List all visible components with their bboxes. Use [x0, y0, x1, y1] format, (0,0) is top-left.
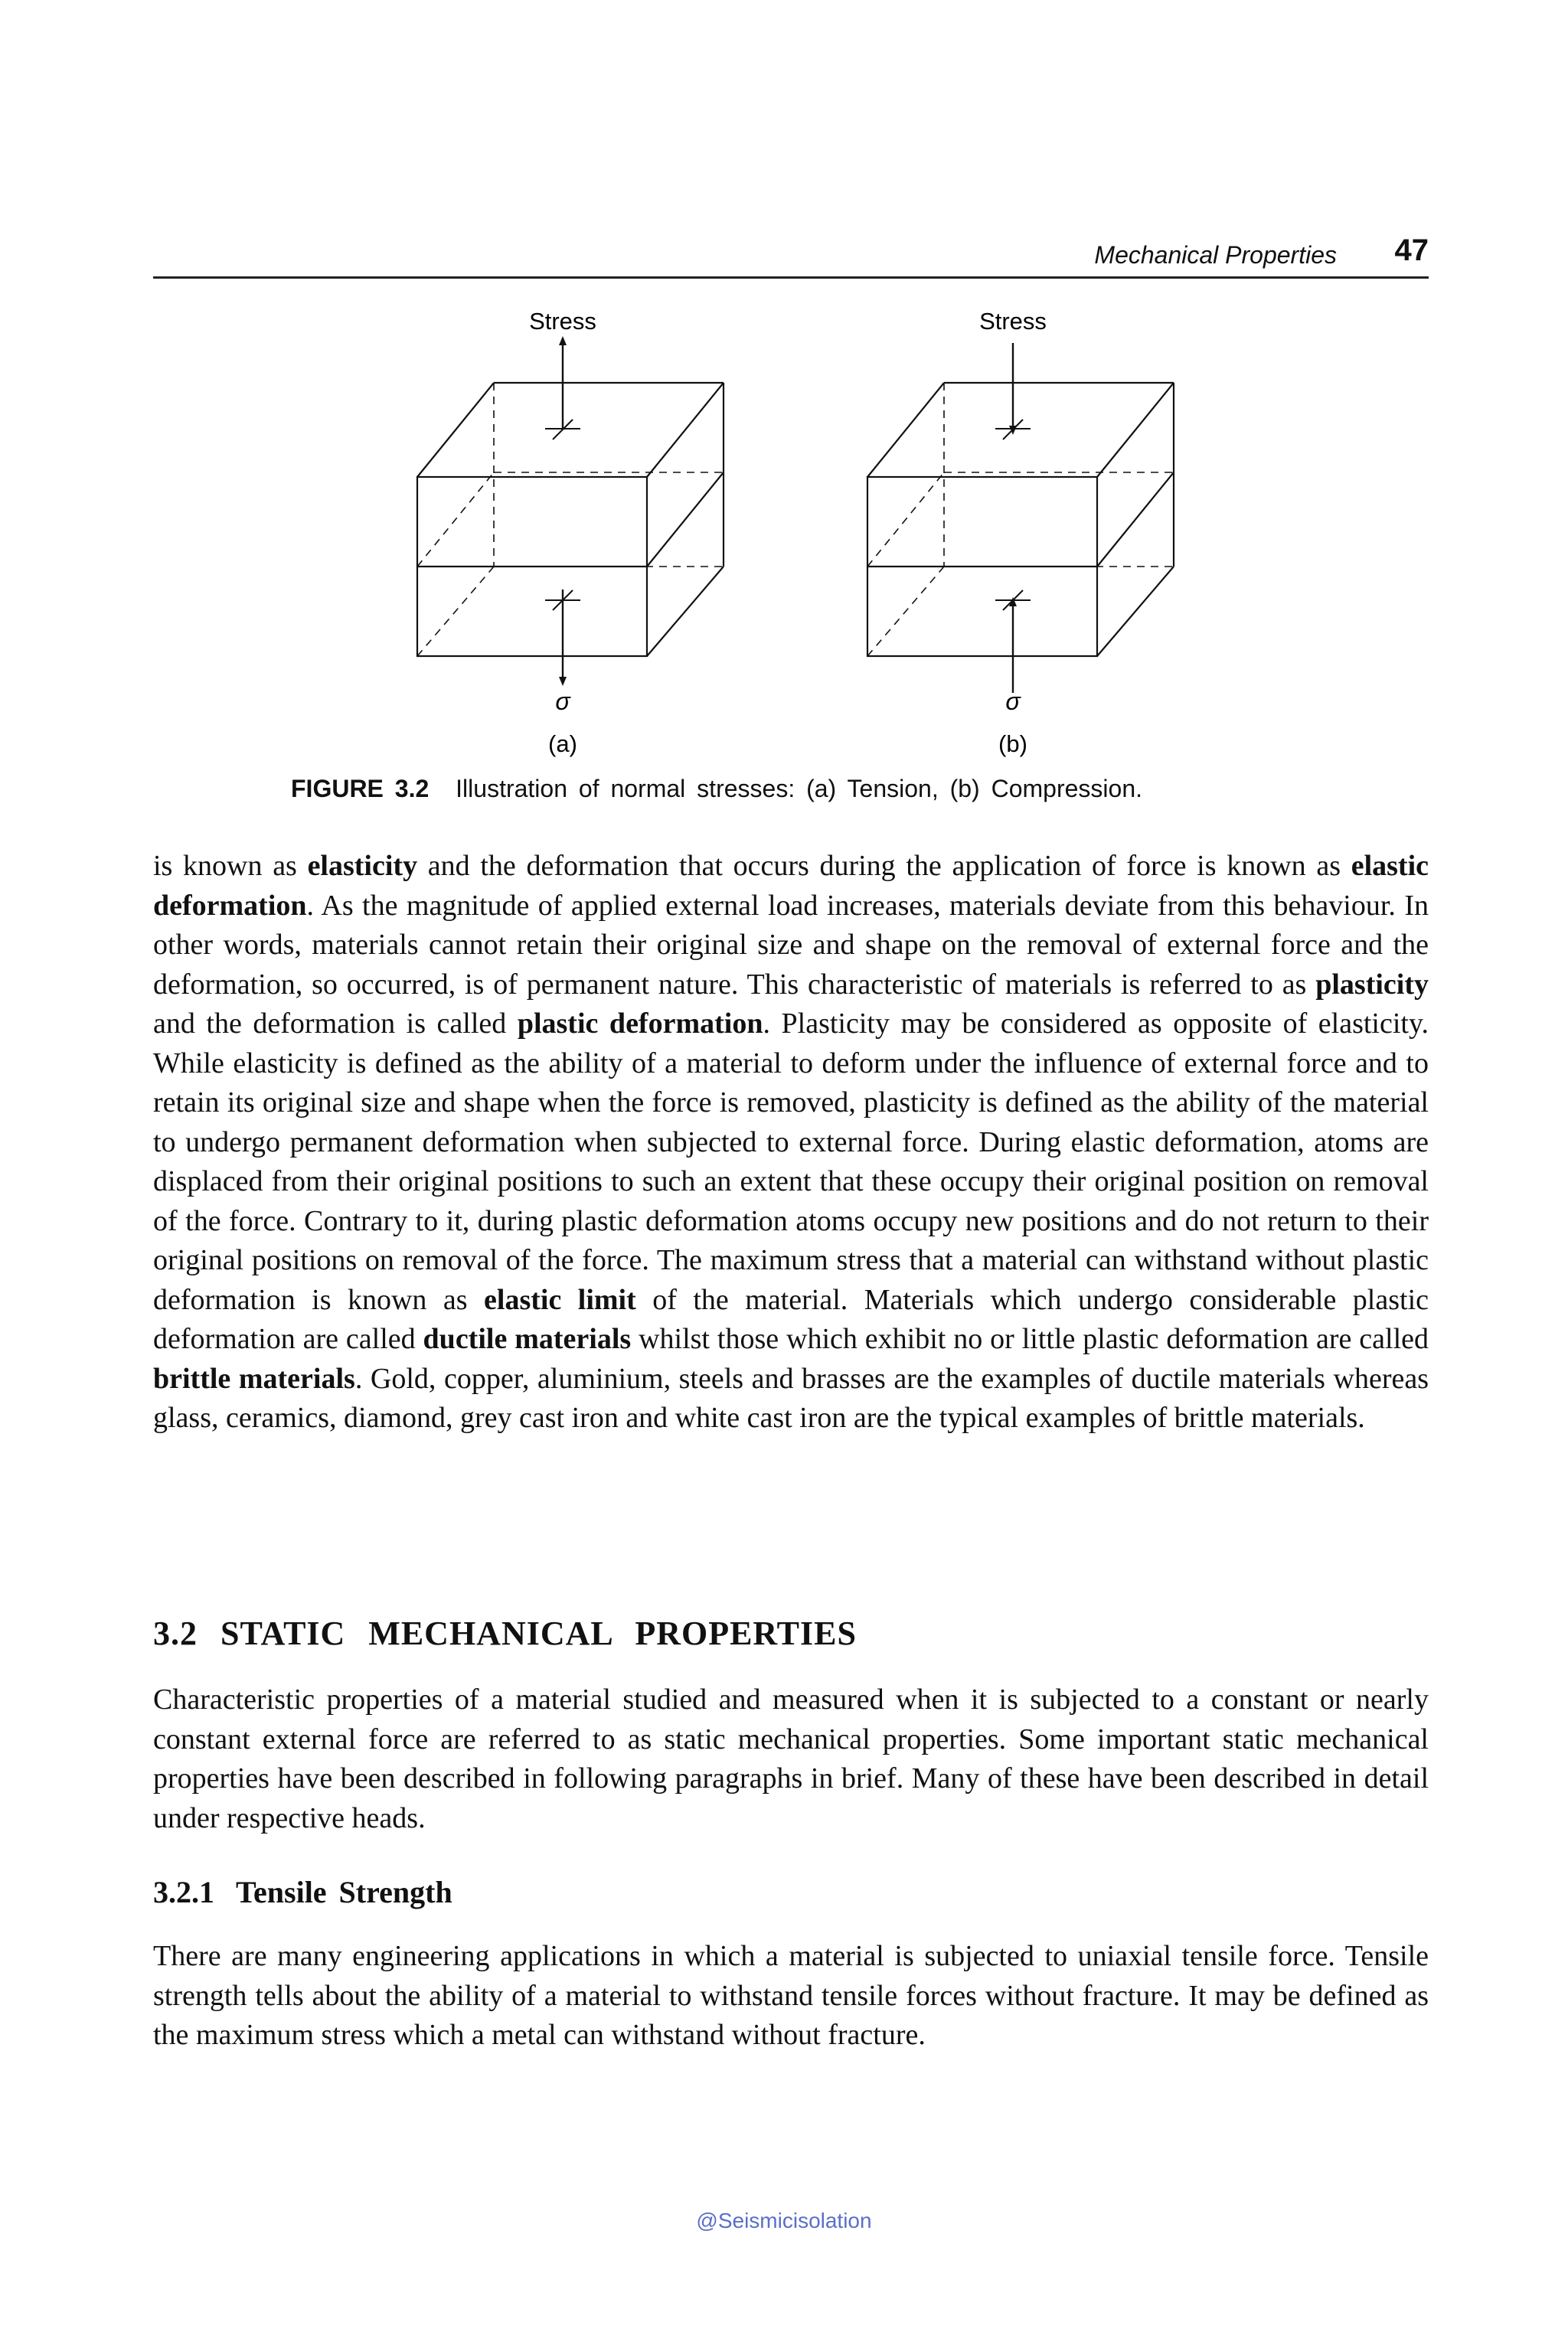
paragraph-static-properties: Characteristic properties of a material studied and measured when it is subjected to a constant or nearly constant external force are referred to as static mechanical properties. Some important static mechanical properties have been described in following paragraphs in brief. Many of these have been described in detail under respective heads. — [153, 1683, 1429, 1834]
normal-stress-diagram — [0, 0, 1568, 827]
text-run: and the deformation is called — [153, 1007, 518, 1040]
text-run: is known as — [153, 850, 308, 882]
text-run: . As the magnitude of applied external load increases, materials deviate from this behaviour. In other words, materials cannot retain their original size and shape on the removal of external force and the deformation, so occurred, is of permanent nature. This characteristic of materials is referred to as — [153, 889, 1429, 1001]
figure-caption — [291, 775, 1363, 803]
key-term: plastic deformation — [517, 1007, 763, 1040]
key-term: elastic deformation — [153, 850, 1429, 922]
figure-caption-text: Illustration of normal stresses: (a) Tension, (b) Compression. — [456, 775, 1142, 802]
key-term: plasticity — [1315, 968, 1429, 1001]
subsection-heading-3-2-1 — [153, 1874, 1429, 1910]
key-term: elastic limit — [484, 1283, 636, 1316]
text-run: and the deformation that occurs during the application of force is known as — [417, 850, 1351, 882]
panel-b-stress-arrows — [995, 343, 1031, 693]
text-run: . Plasticity may be considered as opposite of elasticity. While elasticity is defined as the ability of a material to deform under the influence of external force and to retain its original size and shape when the force is removed, plasticity is defined as the ability of the material to undergo permanent deformation when subjected to external force. During elastic deformation, atoms are displaced from their original positions to such an extent that these occupy their original position on removal of the force. Contrary to it, during plastic deformation atoms occupy new positions and do not return to their original positions on removal of the force. The maximum stress that a material can withstand without plastic deformation is known as — [153, 1007, 1429, 1316]
subsection-number: 3.2.1 — [153, 1875, 214, 1909]
watermark: @Seismicisolation — [696, 2209, 872, 2232]
running-title: Mechanical Properties — [1094, 241, 1337, 269]
text-run: whilst those which exhibit no or little plastic deformation are called — [631, 1323, 1429, 1355]
panel-a-sub-label: (a) — [548, 730, 577, 757]
paragraph-elasticity-plasticity — [153, 847, 1429, 1439]
text-run: . Gold, copper, aluminium, steels and brasses are the examples of ductile materials whereas glass, ceramics, diamond, grey cast iron and white cast iron are the typical examples of brittle materials. — [153, 1362, 1429, 1434]
key-term: ductile materials — [423, 1323, 632, 1355]
page-number: 47 — [1394, 234, 1429, 267]
figure-3-2 — [0, 0, 1568, 827]
paragraph-tensile-strength: There are many engineering applications in which a material is subjected to uniaxial tensile force. Tensile strength tells about the ability of a material to withstand tensile forces without fracture. It may be defined as the maximum stress which a metal can withstand without fracture. — [153, 1940, 1429, 2051]
figure-number: FIGURE 3.2 — [291, 775, 430, 802]
panel-a-tension-cube — [417, 383, 724, 656]
panel-b-compression-cube — [867, 383, 1174, 656]
panel-b-top-label: Stress — [979, 308, 1047, 335]
panel-a-sigma-label: σ — [555, 687, 570, 715]
key-term: elasticity — [307, 850, 418, 882]
panel-b-sigma-label: σ — [1005, 687, 1021, 715]
panel-a-stress-arrows — [545, 341, 580, 681]
panel-b-sub-label: (b) — [998, 730, 1027, 757]
subsection-title: Tensile Strength — [236, 1875, 452, 1909]
section-heading-3-2: 3.2 STATIC MECHANICAL PROPERTIES — [153, 1615, 857, 1652]
text-run: of the material. Materials which undergo considerable plastic deformation are called — [153, 1283, 1429, 1355]
key-term: brittle materials — [153, 1362, 355, 1395]
panel-a-top-label: Stress — [529, 308, 596, 335]
